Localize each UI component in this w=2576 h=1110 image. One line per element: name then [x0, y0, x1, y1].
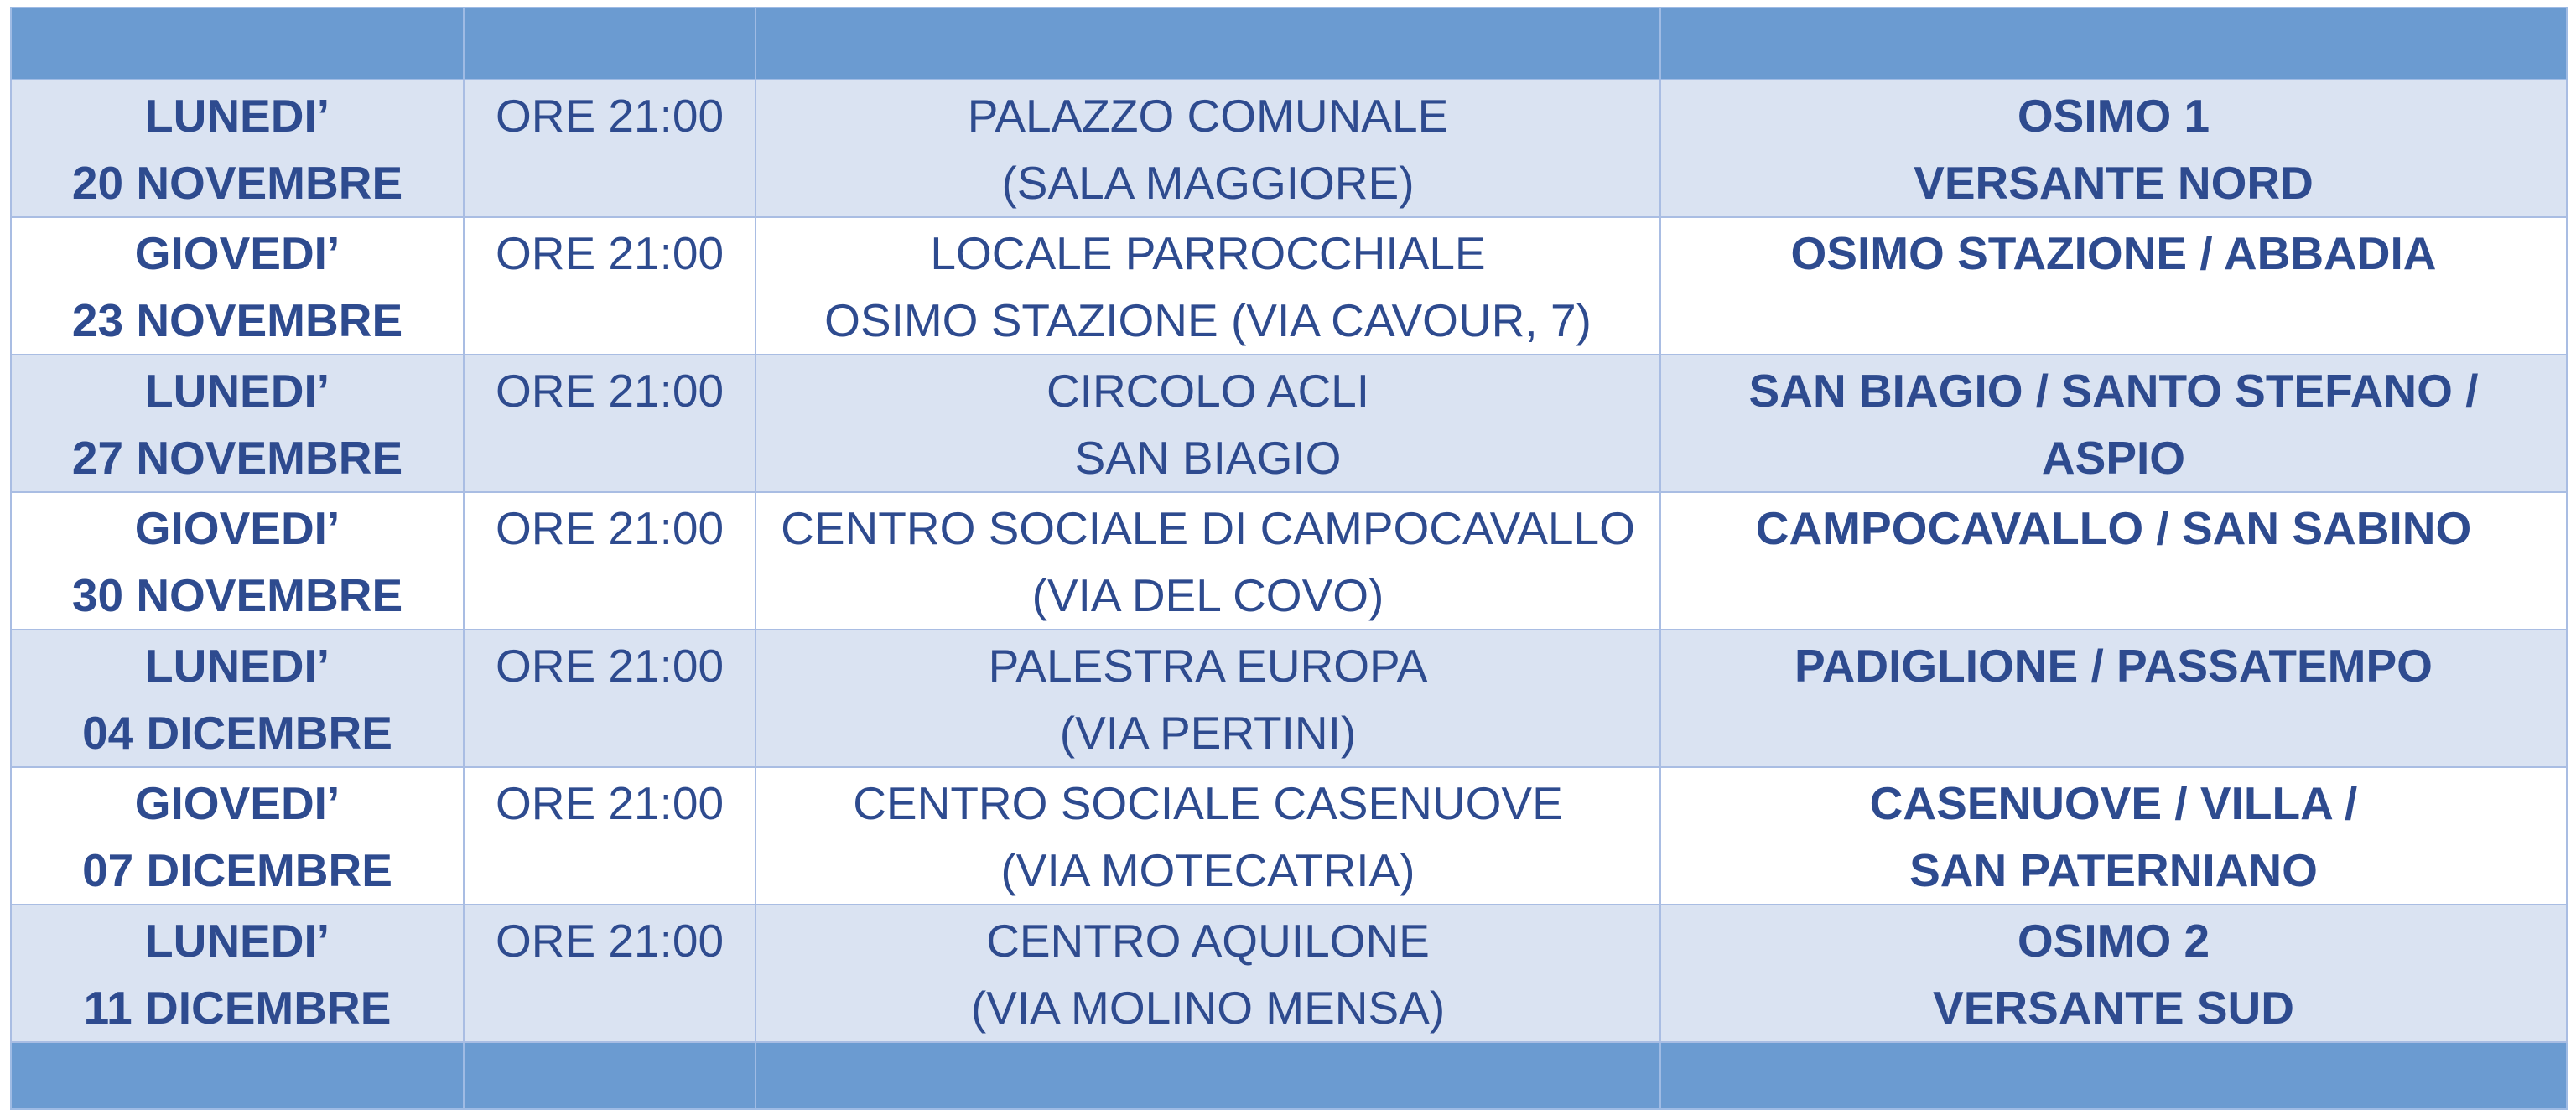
- date-cell: [11, 630, 464, 767]
- venue-cell: [756, 630, 1660, 767]
- header-band: [11, 8, 2567, 80]
- zone-cell: [1660, 905, 2567, 1042]
- venue-name: CENTRO SOCIALE CASENUOVE: [853, 777, 1563, 829]
- weekday: GIOVEDI’: [134, 777, 340, 829]
- table-row: [11, 217, 2567, 355]
- time: ORE 21:00: [495, 227, 724, 279]
- date: 27 NOVEMBRE: [71, 432, 403, 484]
- date: 30 NOVEMBRE: [71, 569, 403, 621]
- date-cell: [11, 217, 464, 355]
- venue-detail: (VIA MOTECATRIA): [1000, 844, 1415, 896]
- venue-detail: SAN BIAGIO: [1074, 432, 1342, 484]
- header-cell: [1660, 8, 2567, 80]
- venue-name: LOCALE PARROCCHIALE: [930, 227, 1486, 279]
- footer-cell: [1660, 1042, 2567, 1109]
- time-cell: [464, 217, 756, 355]
- date-cell: [11, 80, 464, 217]
- weekday: LUNEDI’: [145, 90, 330, 142]
- header-cell: [11, 8, 464, 80]
- zone-line-1: CASENUOVE / VILLA /: [1869, 777, 2358, 829]
- venue-name: CENTRO SOCIALE DI CAMPOCAVALLO: [781, 502, 1635, 554]
- venue-detail: (VIA MOLINO MENSA): [970, 982, 1446, 1034]
- zone-line-2: SAN PATERNIANO: [1909, 844, 2318, 896]
- time: ORE 21:00: [495, 915, 724, 967]
- zone-line-1: SAN BIAGIO / SANTO STEFANO /: [1748, 365, 2479, 417]
- venue-cell: [756, 492, 1660, 630]
- date: 23 NOVEMBRE: [71, 294, 403, 346]
- time-cell: [464, 905, 756, 1042]
- meeting-schedule: [10, 7, 2566, 1110]
- date-cell: [11, 905, 464, 1042]
- schedule-table: [10, 7, 2568, 1110]
- time-cell: [464, 767, 756, 905]
- venue-cell: [756, 355, 1660, 492]
- zone-line-2: VERSANTE SUD: [1933, 982, 2294, 1034]
- venue-name: PALESTRA EUROPA: [988, 640, 1428, 692]
- venue-detail: (SALA MAGGIORE): [1001, 157, 1415, 209]
- table-row: [11, 492, 2567, 630]
- time: ORE 21:00: [495, 365, 724, 417]
- footer-cell: [11, 1042, 464, 1109]
- time: ORE 21:00: [495, 502, 724, 554]
- zone-line-1: OSIMO STAZIONE / ABBADIA: [1790, 227, 2437, 279]
- venue-detail: (VIA PERTINI): [1059, 707, 1357, 759]
- time-cell: [464, 80, 756, 217]
- venue-cell: [756, 217, 1660, 355]
- venue-cell: [756, 80, 1660, 217]
- zone-cell: [1660, 80, 2567, 217]
- date: 07 DICEMBRE: [82, 844, 392, 896]
- venue-name: CIRCOLO ACLI: [1046, 365, 1370, 417]
- table-row: [11, 767, 2567, 905]
- weekday: GIOVEDI’: [134, 502, 340, 554]
- zone-line-1: CAMPOCAVALLO / SAN SABINO: [1755, 502, 2472, 554]
- time-cell: [464, 630, 756, 767]
- time-cell: [464, 492, 756, 630]
- date: 20 NOVEMBRE: [71, 157, 403, 209]
- venue-cell: [756, 767, 1660, 905]
- zone-line-1: PADIGLIONE / PASSATEMPO: [1794, 640, 2433, 692]
- zone-line-1: OSIMO 1: [2017, 90, 2210, 142]
- time: ORE 21:00: [495, 777, 724, 829]
- time: ORE 21:00: [495, 640, 724, 692]
- zone-cell: [1660, 630, 2567, 767]
- zone-line-2: ASPIO: [2041, 432, 2186, 484]
- time-cell: [464, 355, 756, 492]
- zone-cell: [1660, 355, 2567, 492]
- date: 11 DICEMBRE: [83, 982, 392, 1034]
- zone-line-2: VERSANTE NORD: [1914, 157, 2314, 209]
- table-row: [11, 355, 2567, 492]
- date: 04 DICEMBRE: [82, 707, 392, 759]
- footer-cell: [756, 1042, 1660, 1109]
- date-cell: [11, 355, 464, 492]
- zone-cell: [1660, 217, 2567, 355]
- weekday: LUNEDI’: [145, 915, 330, 967]
- venue-cell: [756, 905, 1660, 1042]
- venue-detail: (VIA DEL COVO): [1031, 569, 1384, 621]
- date-cell: [11, 492, 464, 630]
- zone-cell: [1660, 492, 2567, 630]
- table-row: [11, 630, 2567, 767]
- weekday: GIOVEDI’: [134, 227, 340, 279]
- venue-name: PALAZZO COMUNALE: [967, 90, 1449, 142]
- venue-name: CENTRO AQUILONE: [986, 915, 1430, 967]
- table-row: [11, 905, 2567, 1042]
- header-cell: [464, 8, 756, 80]
- zone-cell: [1660, 767, 2567, 905]
- weekday: LUNEDI’: [145, 365, 330, 417]
- venue-detail: OSIMO STAZIONE (VIA CAVOUR, 7): [824, 294, 1592, 346]
- zone-line-1: OSIMO 2: [2017, 915, 2210, 967]
- footer-cell: [464, 1042, 756, 1109]
- date-cell: [11, 767, 464, 905]
- footer-band: [11, 1042, 2567, 1109]
- time: ORE 21:00: [495, 90, 724, 142]
- header-cell: [756, 8, 1660, 80]
- table-row: [11, 80, 2567, 217]
- weekday: LUNEDI’: [145, 640, 330, 692]
